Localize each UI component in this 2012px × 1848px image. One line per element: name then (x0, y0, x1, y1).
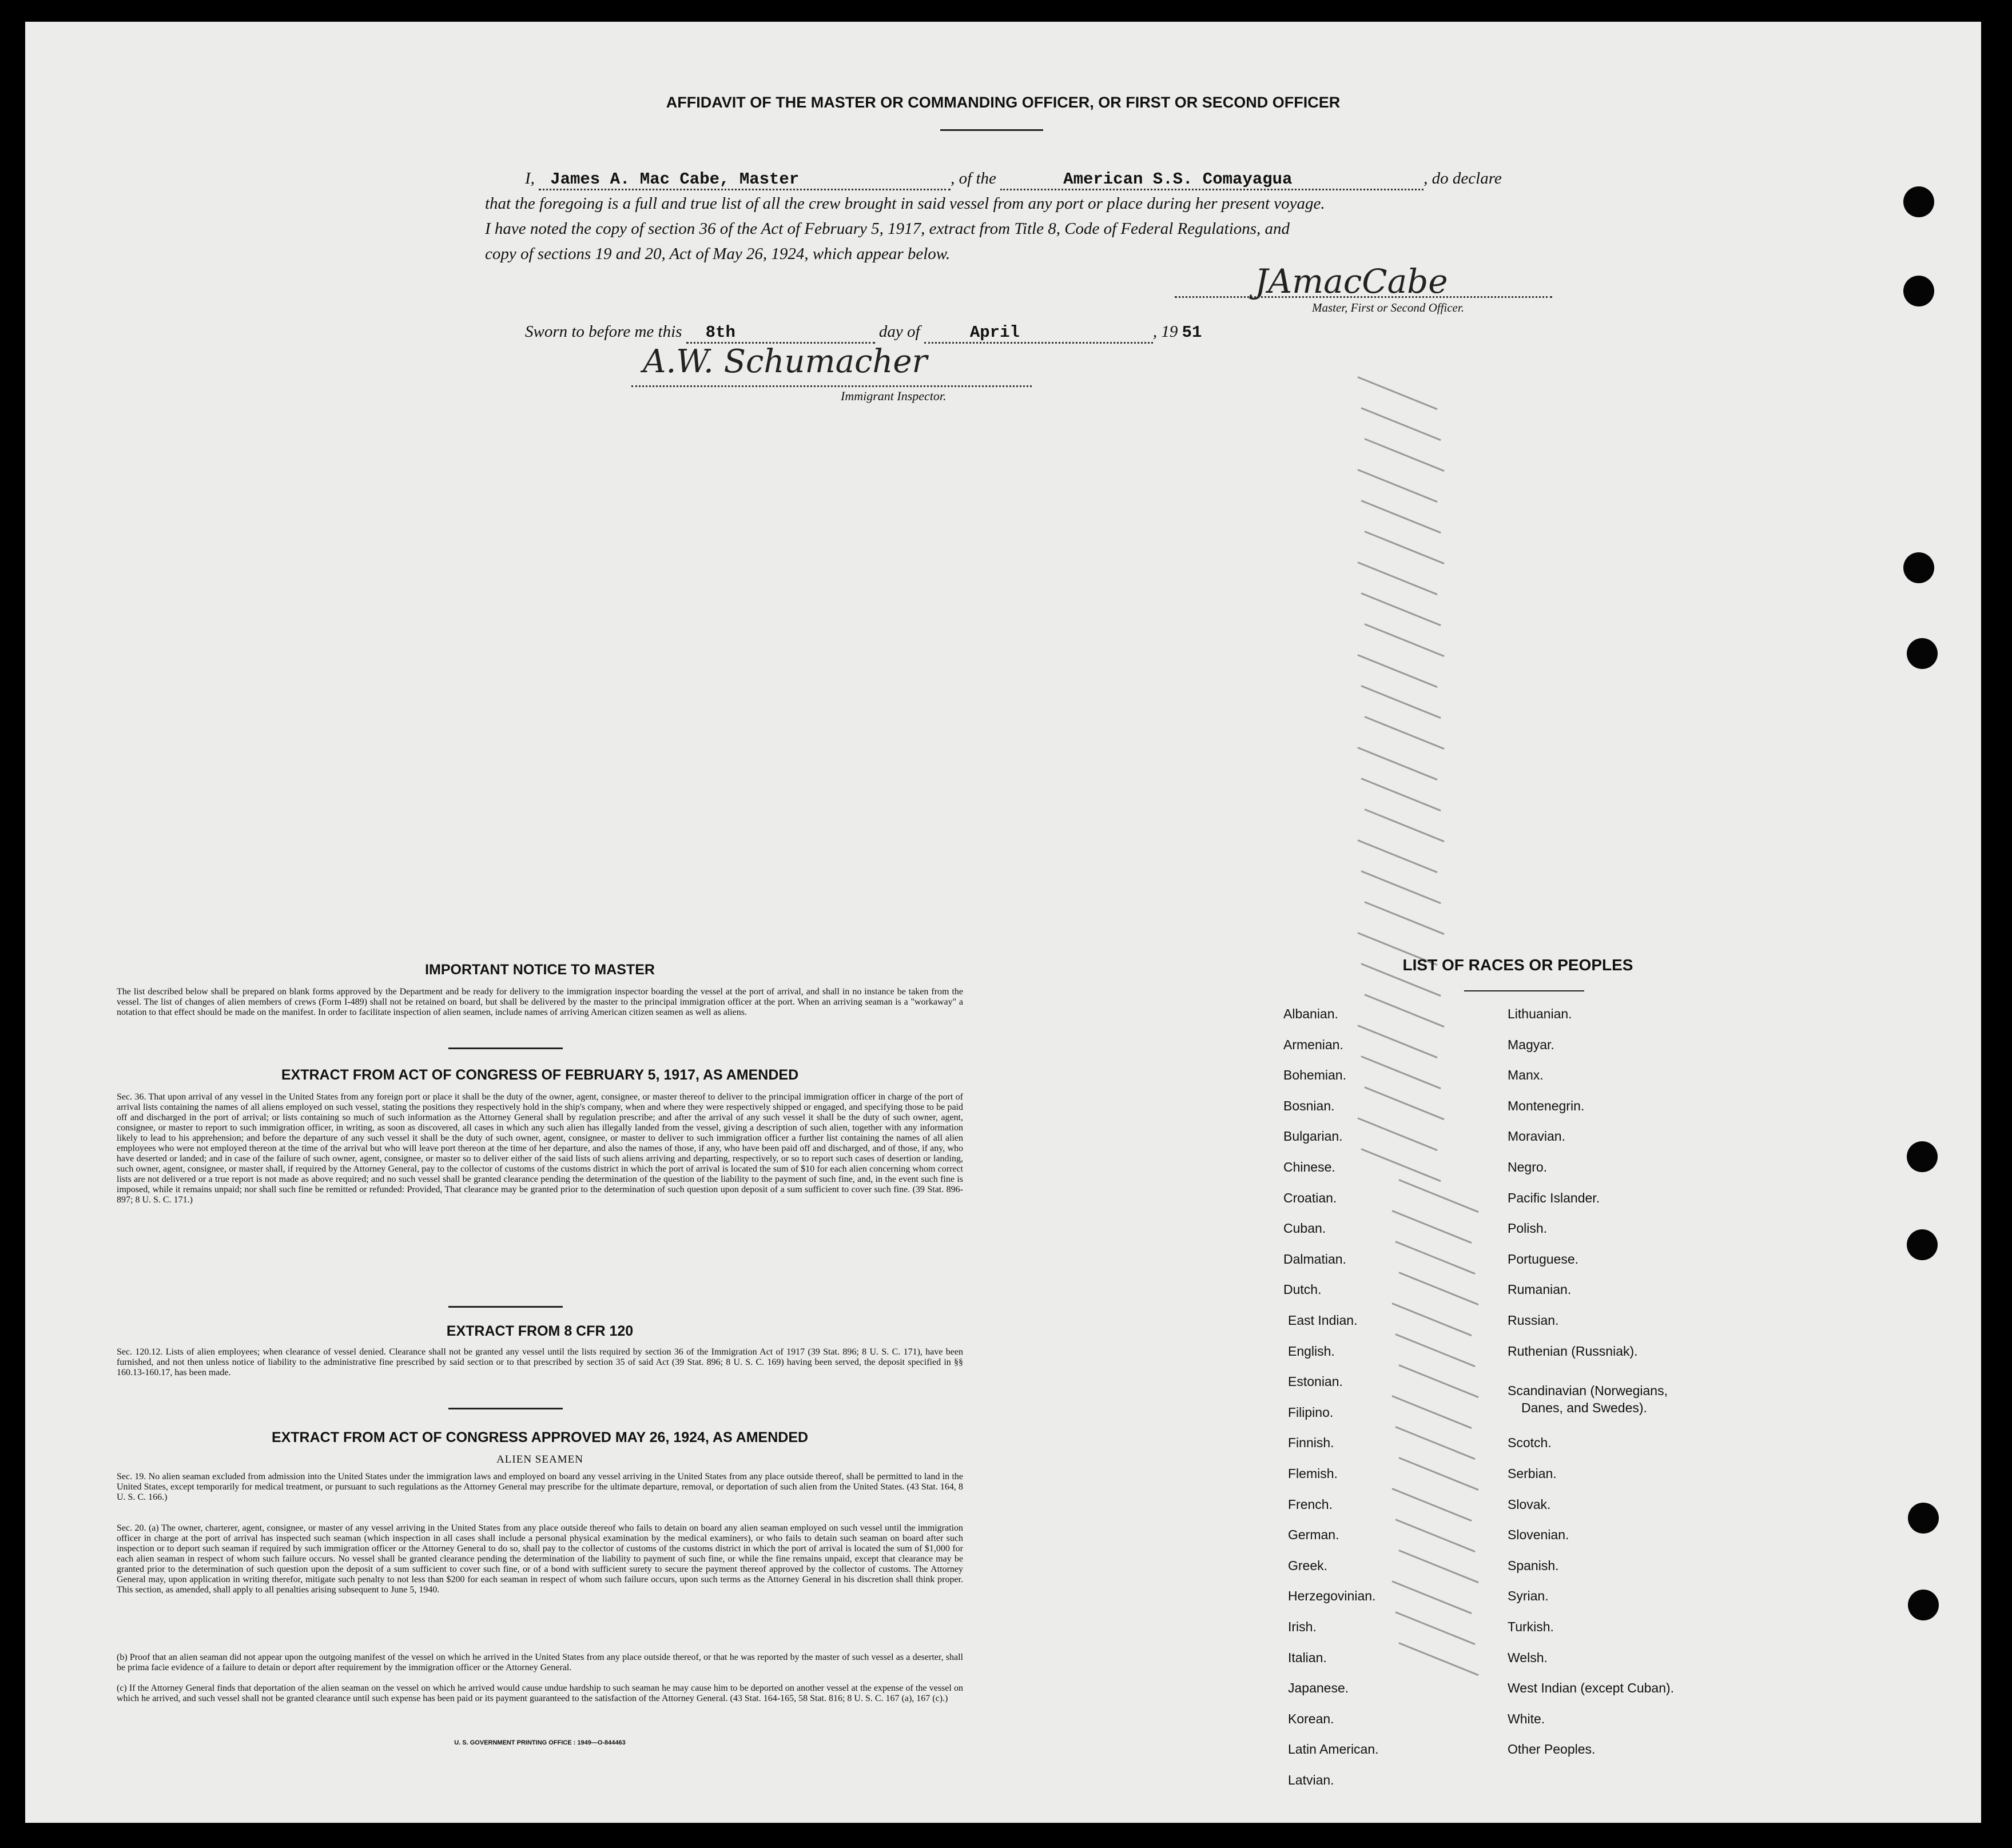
race-item: Bosnian. (1283, 1098, 1335, 1113)
ditto-tick (1398, 1179, 1478, 1213)
race-item: Turkish. (1508, 1619, 1554, 1634)
ditto-tick (1395, 1426, 1475, 1460)
ditto-tick (1364, 623, 1444, 657)
ditto-tick (1361, 1148, 1441, 1182)
ditto-tick (1398, 1550, 1478, 1583)
ditto-tick (1398, 1272, 1478, 1305)
race-item: Japanese. (1288, 1680, 1349, 1696)
race-item: Filipino. (1288, 1404, 1334, 1420)
binder-hole (1903, 186, 1934, 217)
master-name-value: James A. Mac Cabe, Master (550, 170, 800, 189)
race-item: Slovak. (1508, 1496, 1551, 1512)
ditto-tick (1395, 1611, 1475, 1645)
extract-1924-sec20b: (b) Proof that an alien seaman did not appear upon the outgoing manifest of the vessel on which he arrived in the United States from any place outside thereof, or that he was reported by the master of such vessel as a deserter, shall be prima facie evidence of a failure to detain or deport after requirement by the immigration officer or the Attorney General. (117, 1652, 963, 1672)
races-title-rule (1464, 990, 1584, 991)
race-item: East Indian. (1288, 1313, 1358, 1328)
binder-hole (1907, 1229, 1938, 1260)
ditto-tick (1361, 778, 1441, 811)
vessel-field (1000, 169, 1423, 190)
ditto-tick (1361, 685, 1441, 719)
section-rule (448, 1306, 563, 1308)
binder-hole (1907, 1141, 1938, 1172)
race-item: Italian. (1288, 1650, 1327, 1665)
i-label: I, (525, 169, 535, 188)
document-page (25, 22, 1981, 1823)
ditto-tick (1391, 1488, 1472, 1522)
ditto-tick (1364, 716, 1444, 750)
day-of-label: day of (878, 322, 920, 341)
race-item: French. (1288, 1496, 1333, 1512)
ditto-tick (1361, 407, 1441, 441)
declaration-line-4: copy of sections 19 and 20, Act of May 26, 1924, which appear below. (485, 245, 951, 263)
ditto-tick (1364, 531, 1444, 564)
race-item: English. (1288, 1343, 1335, 1359)
ditto-tick (1357, 654, 1437, 688)
ditto-tick (1391, 1580, 1472, 1614)
ditto-tick (1357, 469, 1437, 503)
race-item: Croatian. (1283, 1190, 1337, 1205)
ditto-tick (1357, 747, 1437, 780)
race-item: Pacific Islander. (1508, 1190, 1600, 1205)
inspector-signature: A.W. Schumacher (643, 343, 928, 380)
race-item: Portuguese. (1508, 1251, 1579, 1266)
ditto-tick (1364, 901, 1444, 935)
ditto-tick (1357, 376, 1437, 410)
do-declare-label: , do declare (1423, 169, 1502, 188)
extract-1924-sec20c: (c) If the Attorney General finds that deportation of the alien seaman on the vessel on which he arrived would cause undue hardship to such seaman he may cause him to be deported on another vessel at the expense of the vessel on which he arrived, and such vessel shall not be granted clearance until such expense has been paid or its payment guaranteed to the satisfaction of the Attorney General. (43 Stat. 164-165, 58 Stat. 816; 8 U. S. C. 167 (a), 167 (c).) (117, 1683, 963, 1703)
ditto-tick (1391, 1210, 1472, 1244)
race-item: Albanian. (1283, 1006, 1338, 1021)
sworn-line (525, 322, 1202, 344)
ditto-tick (1364, 438, 1444, 472)
race-item: Montenegrin. (1508, 1098, 1585, 1113)
race-item: Chinese. (1283, 1160, 1335, 1174)
printing-office-imprint: U. S. GOVERNMENT PRINTING OFFICE : 1949—O-844463 (454, 1739, 626, 1746)
binder-hole (1907, 638, 1938, 669)
binder-hole (1908, 1503, 1939, 1534)
ditto-tick (1361, 1056, 1441, 1089)
race-item: West Indian (except Cuban). (1508, 1680, 1675, 1696)
extract-cfr-body: Sec. 120.12. Lists of alien employees; when clearance of vessel denied. Clearance shall not be granted any vessel until the lists required by section 36 of the Immigration Act of 1917 (39 Stat. 896; 8 U. S. C. 171), have been furnished, and not then unless notice of liability to the administrative fine prescribed by said section or to that prescribed by section 35 of said Act (39 Stat. 896; 8 U. S. C. 169) having been served, the deposit specified in §§ 160.13-160.17, has been made. (117, 1347, 963, 1377)
race-item: Rumanian. (1508, 1282, 1572, 1297)
race-item: Bulgarian. (1283, 1129, 1343, 1144)
race-item: Flemish. (1288, 1466, 1338, 1481)
day-field (686, 322, 875, 344)
title-rule (940, 129, 1043, 131)
notice-title: IMPORTANT NOTICE TO MASTER (425, 962, 655, 978)
month-field (924, 322, 1153, 344)
ditto-tick (1361, 592, 1441, 626)
extract-1917-body: Sec. 36. That upon arrival of any vessel in the United States from any foreign port or place it shall be the duty of the owner, agent, consignee, or master thereof to deliver to the principal immigration officer in charge of the port of arrival lists containing the names of all aliens employed on such vessel, stating the positions they respectively hold in the ship's company, when and where they were respectively shipped or engaged, and specifying those to be paid off and discharged in the port of arrival; or lists containing so much of such information as the Attorney General shall by regulation prescribe; and after the arrival of any such vessel it shall be the duty of such owner, agent, consignee, or master to report to such immigration officer, in writing, as soon as discovered, all cases in which any such alien has illegally landed from the vessel, giving a description of such alien, together with any information likely to lead to his apprehension; and before the departure of any such vessel it shall be the duty of such owner, agent, consignee, or master to deliver to such immigration officer a further list containing the names of all alien employees who were not employed thereon at the time of the arrival but who will leave port thereon at the time of her departure, and also the names of those, if any, who have been paid off and discharged, and of those, if any, who have deserted or landed; and in case of the failure of such owner, agent, consignee, or master so to deliver either of the said lists of such aliens arriving and departing, respectively, or so to report such cases of desertion or landing, such owner, agent, consignee, or master shall, if required by the Attorney General, pay to the collector of customs of the customs district in which the port of arrival is located the sum of $10 for each alien concerning whom correct lists are not delivered or a true report is not made as above required; and no such vessel shall be granted clearance pending the determination of the question of the liability to the payment of such fine, and, in the event such fine is imposed, while it remains unpaid; nor shall such fine be remitted or refunded: Provided, That clearance may be granted prior to the determination of such question upon deposit of a sum sufficient to cover such fine. (39 Stat. 896-897; 8 U. S. C. 171.) (117, 1092, 963, 1205)
race-item: Welsh. (1508, 1650, 1548, 1665)
ditto-tick (1395, 1333, 1475, 1367)
declaration-line-1 (525, 169, 1554, 190)
race-item: German. (1288, 1527, 1339, 1543)
extract-1924-sec19: Sec. 19. No alien seaman excluded from admission into the United States under the immigration laws and employed on board any vessel arriving in the United States from any place outside thereof, shall be permitted to land in the United States, except temporarily for medical treatment, or pursuant to such regulations as the Attorney General may prescribe for the ultimate departure, removal, or deportation of such alien from the United States. (43 Stat. 164, 8 U. S. C. 166.) (117, 1472, 963, 1502)
race-item: Finnish. (1288, 1435, 1334, 1451)
race-item: Dalmatian. (1283, 1251, 1346, 1266)
section-rule (448, 1408, 563, 1409)
ditto-tick (1391, 1395, 1472, 1429)
race-item: Scandinavian (Norwegians, (1508, 1383, 1668, 1399)
race-item: Herzegovinian. (1288, 1588, 1376, 1604)
race-item: Latin American. (1288, 1742, 1379, 1757)
binder-hole (1903, 552, 1934, 583)
extract-1924-title: EXTRACT FROM ACT OF CONGRESS APPROVED MAY 26, 1924, AS AMENDED (271, 1429, 809, 1445)
race-item: Polish. (1508, 1221, 1548, 1236)
vessel-value: American S.S. Comayagua (1063, 170, 1293, 189)
race-item: Estonian. (1288, 1374, 1343, 1389)
race-item: Serbian. (1508, 1466, 1557, 1481)
ditto-tick (1364, 994, 1444, 1027)
ditto-tick (1357, 1117, 1437, 1151)
ditto-tick (1361, 870, 1441, 904)
master-caption: Master, First or Second Officer. (1312, 301, 1464, 314)
race-item: Manx. (1508, 1068, 1544, 1083)
race-item: Armenian. (1283, 1037, 1343, 1052)
ditto-tick (1395, 1519, 1475, 1552)
race-item: Magyar. (1508, 1037, 1554, 1052)
race-item: Other Peoples. (1508, 1742, 1596, 1757)
ditto-tick (1398, 1364, 1478, 1398)
ditto-tick (1357, 561, 1437, 595)
ditto-tick (1364, 1086, 1444, 1120)
race-item: Bohemian. (1283, 1068, 1346, 1083)
ditto-tick (1395, 1241, 1475, 1275)
ditto-tick (1391, 1303, 1472, 1336)
inspector-caption: Immigrant Inspector. (841, 389, 947, 403)
extract-1924-subtitle: ALIEN SEAMEN (496, 1453, 583, 1465)
day-value: 8th (705, 323, 735, 342)
race-item: Greek. (1288, 1558, 1328, 1573)
month-value: April (969, 323, 1020, 342)
race-item: Spanish. (1508, 1558, 1559, 1573)
ditto-tick (1398, 1457, 1478, 1491)
race-item: Moravian. (1508, 1129, 1565, 1144)
race-item: Danes, and Swedes). (1521, 1400, 1647, 1416)
race-item: Cuban. (1283, 1221, 1326, 1236)
declaration-line-3: I have noted the copy of section 36 of the Act of February 5, 1917, extract from Title 8, Code of Federal Regulations, and (485, 220, 1290, 238)
race-item: Korean. (1288, 1711, 1334, 1726)
races-title: LIST OF RACES OR PEOPLES (1402, 956, 1633, 974)
binder-hole (1908, 1590, 1939, 1620)
master-signature-line (1175, 296, 1552, 298)
declaration-line-2: that the foregoing is a full and true list of all the crew brought in said vessel from any port or place during her present voyage. (485, 194, 1325, 213)
ditto-tick (1398, 1642, 1478, 1676)
extract-1924-sec20a: Sec. 20. (a) The owner, charterer, agent, consignee, or master of any vessel arriving in the United States from any place outside thereof who fails to detain on board any alien seaman employed on such vessel until the immigration officer in charge at the port of arrival has inspected such seaman (which inspection in all cases shall include a personal physical examination by the medical examiners), or who fails to detain such seaman on board after such inspection or to deport such seaman if required by such immigration officer or the Attorney General to do so, shall pay to the collector of customs of the customs district in which the port of arrival is located the sum of $1,000 for each alien seaman in respect of whom such failure occurs. No vessel shall be granted clearance pending the determination of the liability to payment of such fine, or while the fine remains unpaid, except that clearance may be granted prior to the determination of such question upon the deposit of a sum sufficient to cover such fine, or of a bond with sufficient surety to secure the payment thereof approved by the collector of customs. The Attorney General may, upon application in writing therefor, mitigate such penalty to not less than $200 for each seaman in respect of whom such failure occurs, upon such terms as the Attorney General in his discretion shall think proper. This section, as amended, shall apply to all penalties arising subsequent to June 5, 1940. (117, 1523, 963, 1595)
ditto-tick (1364, 808, 1444, 842)
inspector-signature-line (631, 385, 1032, 387)
race-item: Lithuanian. (1508, 1006, 1572, 1021)
sworn-label: Sworn to before me this (525, 322, 682, 341)
notice-body: The list described below shall be prepared on blank forms approved by the Department and be ready for delivery to the immigration inspector boarding the vessel at the port of arrival, and shall in no instance be taken from the vessel. The list of changes of alien members of crews (Form I-489) shall not be retained on board, but shall be delivered by the master to the principal immigration officer at the port. When an arriving seaman is a "workaway" a notation to that effect should be made on the manifest. In order to facilitate inspection of alien seamen, include names of arriving American citizen seamen as well as aliens. (117, 987, 963, 1017)
year-prefix: , 19 (1152, 322, 1178, 341)
race-item: Ruthenian (Russniak). (1508, 1343, 1638, 1359)
affidavit-title: AFFIDAVIT OF THE MASTER OR COMMANDING OFFICER, OR FIRST OR SECOND OFFICER (666, 94, 1341, 111)
year-value: 51 (1182, 323, 1202, 342)
ditto-tick (1357, 839, 1437, 873)
extract-cfr-title: EXTRACT FROM 8 CFR 120 (446, 1323, 634, 1339)
race-item: Slovenian. (1508, 1527, 1569, 1543)
master-name-field (539, 169, 951, 190)
section-rule (448, 1048, 563, 1049)
race-item: Irish. (1288, 1619, 1317, 1634)
extract-1917-title: EXTRACT FROM ACT OF CONGRESS OF FEBRUARY 5, 1917, AS AMENDED (281, 1067, 799, 1083)
race-item: Russian. (1508, 1313, 1559, 1328)
race-item: Negro. (1508, 1160, 1548, 1174)
of-the-label: , of the (951, 169, 996, 188)
binder-hole (1903, 276, 1934, 306)
ditto-tick (1361, 500, 1441, 533)
race-item: Dutch. (1283, 1282, 1322, 1297)
master-signature: JAmacCabe (1255, 262, 1448, 301)
ditto-tick (1357, 1025, 1437, 1058)
race-item: Latvian. (1288, 1773, 1334, 1787)
race-item: White. (1508, 1711, 1545, 1726)
race-item: Scotch. (1508, 1435, 1552, 1451)
race-item: Syrian. (1508, 1588, 1549, 1604)
